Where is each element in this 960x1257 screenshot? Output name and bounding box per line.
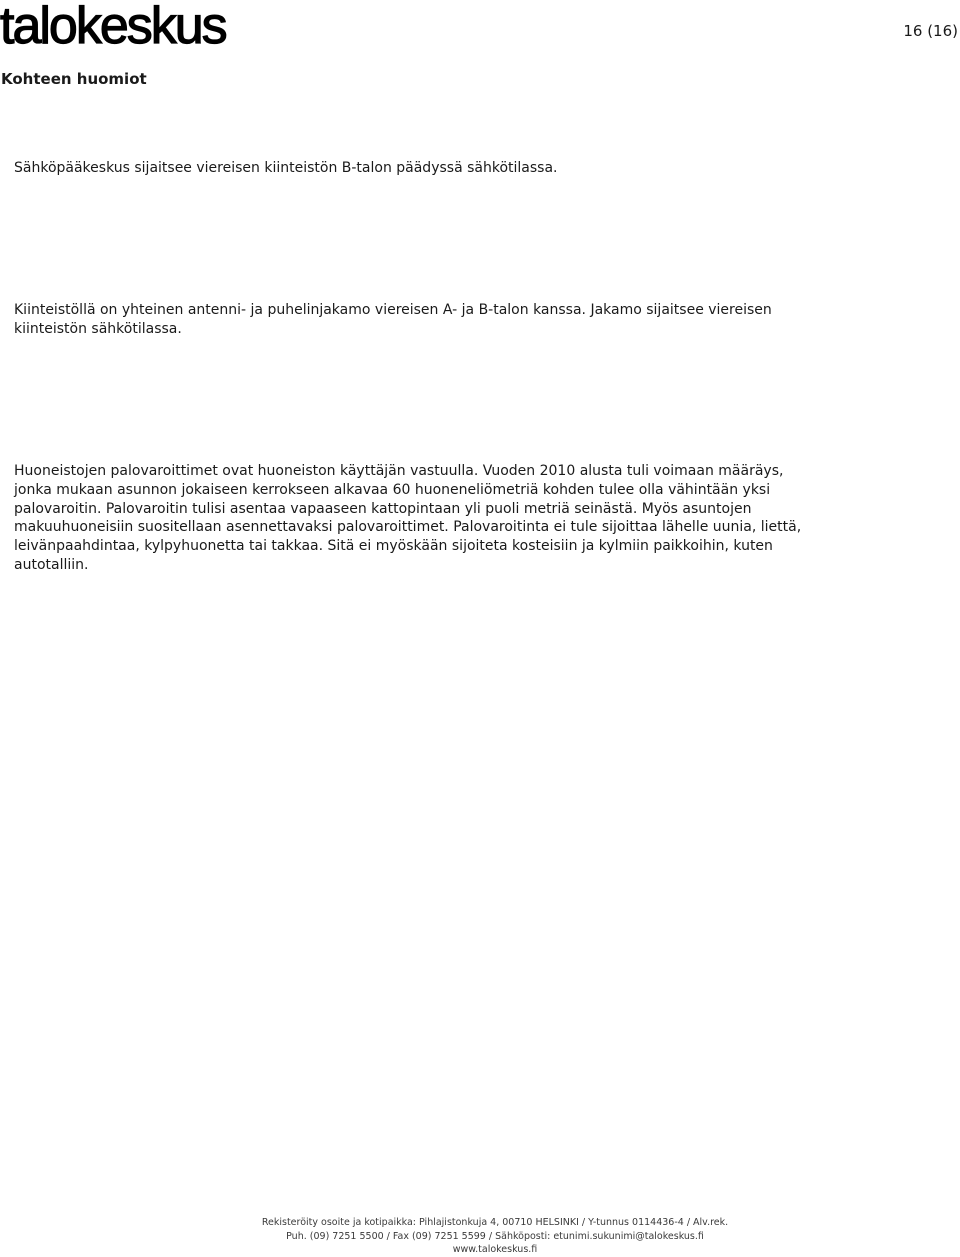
footer-registration-line: Rekisteröity osoite ja kotipaikka: Pihlajistonkuja 4, 00710 HELSINKI / Y-tunnus 0114436-4 / Alv.rek.	[261, 1217, 729, 1228]
footer-website-link[interactable]: www.talokeskus.fi	[452, 1244, 538, 1255]
page-footer	[0, 1216, 960, 1257]
paragraph-smoke-detectors: Huoneistojen palovaroittimet ovat huoneiston käyttäjän vastuulla. Vuoden 2010 alusta tuli voimaan määräys, jonka mukaan asunnon jokaiseen kerrokseen alkavaa 60 huoneneliömetriä kohden tulee olla vähintään yksi palovaroitin. Palovaroitin tulisi asentaa vapaaseen kattopintaan yli puoli metriä seinästä. Myös asuntojen makuuhuoneisiin suositellaan asennettavaksi palovaroittimet. Palovaroitinta ei tule sijoittaa lähelle uunia, liettä, leivänpaahdintaa, kylpyhuonetta tai takkaa. Sitä ei myöskään sijoiteta kosteisiin ja kylmiin paikkoihin, kuten autotalliin.	[14, 463, 802, 573]
paragraph-electrical-center: Sähköpääkeskus sijaitsee viereisen kiinteistön B-talon päädyssä sähkötilassa.	[14, 160, 558, 176]
footer-contact-line: Puh. (09) 7251 5500 / Fax (09) 7251 5599 / Sähköposti: etunimi.sukunimi@talokeskus.fi	[286, 1230, 704, 1242]
company-logo: talokeskus	[0, 0, 226, 55]
page-number: 16 (16)	[903, 22, 958, 40]
paragraph-antenna-room: Kiinteistöllä on yhteinen antenni- ja puhelinjakamo viereisen A- ja B-talon kanssa. Jakamo sijaitsee viereisen kiinteistön sähkötilassa.	[14, 302, 772, 337]
section-title: Kohteen huomiot	[1, 70, 147, 88]
